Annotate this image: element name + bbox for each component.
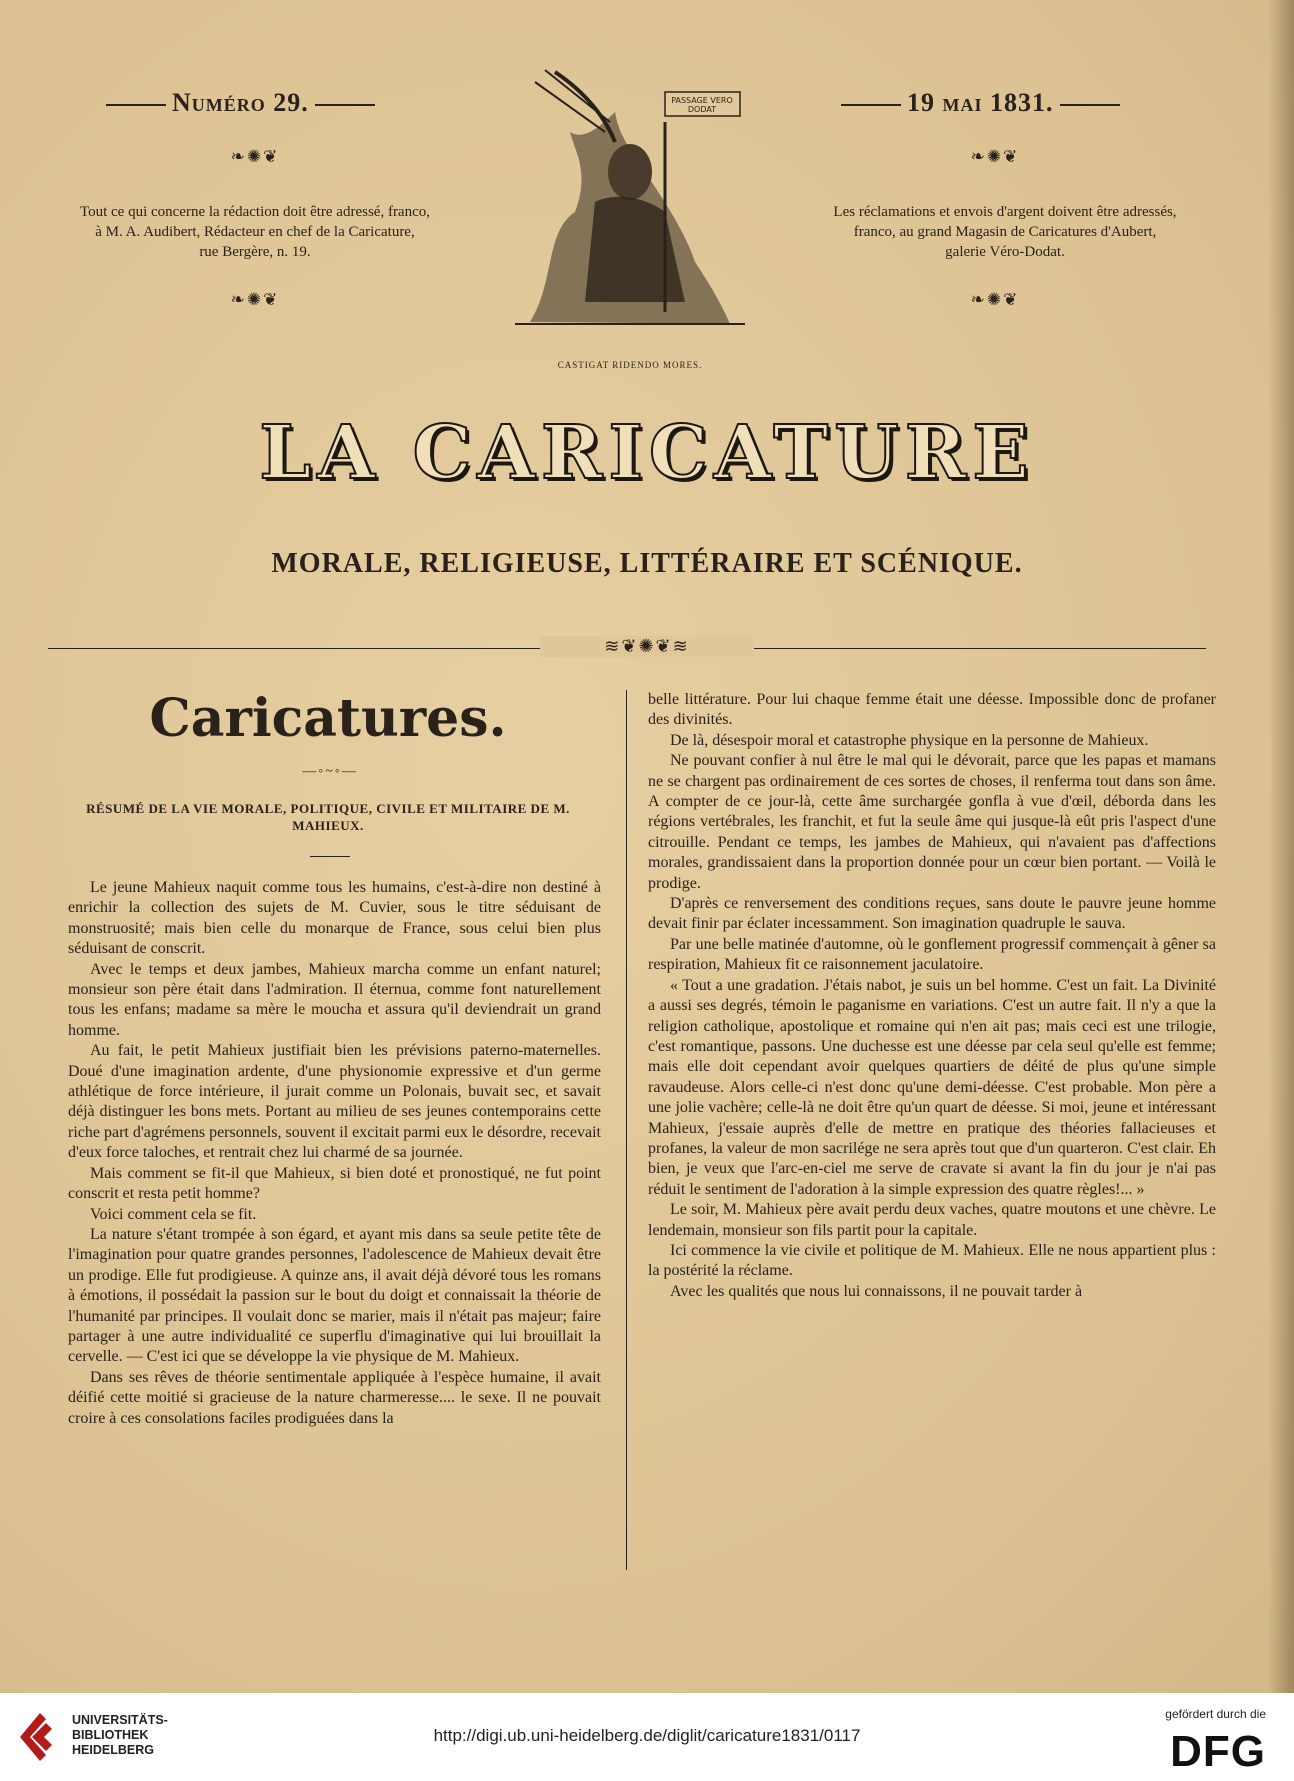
funded-by-caption: gefördert durch die <box>1165 1707 1266 1721</box>
left-address-line-1: Tout ce qui concerne la rédaction doit être adressé, franco, <box>79 204 431 220</box>
paragraph: Avec le temps et deux jambes, Mahieux marcha comme un enfant naturel; monsieur son père était dans l'admiration. Il éternua, comme font naturellement tous les enfans; madame sa mère le moucha et assura qu'il deviendrait un grand homme. <box>68 960 601 1039</box>
paragraph: Le jeune Mahieux naquit comme tous les humains, c'est-à-dire non destiné à enrichir la collection des sujets de M. Cuvier, sous le titre séduisant de monstruosité; mais bien celle du monarque de France, sous celui bien plus séduisant de conscrit. <box>68 879 601 958</box>
paragraph: belle littérature. Pour lui chaque femme était une déesse. Impossible donc de profaner des divinités. <box>648 691 1216 729</box>
right-address-line-1: Les réclamations et envois d'argent doivent être adressés, <box>833 204 1177 220</box>
motto: CASTIGAT RIDENDO MORES. <box>557 360 703 370</box>
rule-left <box>106 104 166 106</box>
paragraph: Ne pouvant confier à nul être le mal qui le dévorait, parce que les papas et mamans ne se chargent pas ordinairement de ces sortes de choses, il renferma tout dans son âme. A compter de ce jour-là, cette âme surchargée gonfla à vue d'œil, déborda dans les régions vertébrales, les franchit, et fut la seule âme qui jusque-là eût pris l'aspect d'une citrouille. Pendant ce temps, les jambes de Mahieux, qui n'avaient pas d'affections morales, grandissaient dans la proportion donnée pour un cœur bien portant. — Voilà le prodige. <box>648 752 1216 892</box>
paragraph: Par une belle matinée d'automne, où le gonflement progressif commençait à gêner sa respiration, Mahieux fit ce raisonnement jaculatoire. <box>648 935 1216 974</box>
paragraph: De là, désespoir moral et catastrophe physique en la personne de Mahieux. <box>670 731 1149 749</box>
paragraph: Voici comment cela se fit. <box>90 1205 257 1223</box>
issue-date-text: 19 mai 1831. <box>907 88 1054 117</box>
library-line-3: HEIDELBERG <box>72 1743 154 1757</box>
issue-number <box>100 88 381 118</box>
left-column <box>68 878 601 1429</box>
masthead-subtitle: MORALE, RELIGIEUSE, LITTÉRAIRE ET SCÉNIQUE. <box>271 548 1023 579</box>
right-address-line-2: franco, au grand Magasin de Caricatures d'Aubert, <box>853 224 1157 240</box>
library-line-2: BIBLIOTHEK <box>72 1728 149 1742</box>
right-address <box>790 202 1220 262</box>
masthead-title: LA CARICATURE <box>259 410 1035 496</box>
column-divider <box>626 690 627 1570</box>
rule-right <box>1060 104 1120 106</box>
library-line-1: UNIVERSITÄTS- <box>72 1713 168 1727</box>
paragraph: Dans ses rêves de théorie sentimentale appliquée à l'espèce humaine, il avait déifié cette moitié si gracieuse de la nature charmeresse.... le sexe. Il ne pouvait croire à ces consolations faciles prodiguées dans la <box>68 1368 601 1427</box>
right-address-line-3: galerie Véro-Dodat. <box>945 244 1065 260</box>
rule-left <box>841 104 901 106</box>
paragraph: D'après ce renversement des conditions reçues, sans doute le pauvre jeune homme devait finir par éclater incessamment. Son imagination quadruple le sauva. <box>648 895 1216 933</box>
paragraph: Avec les qualités que nous lui connaissons, il ne pouvait tarder à <box>670 1282 1083 1300</box>
paragraph: Mais comment se fit-il que Mahieux, si bien doté et pronostiqué, ne fut point conscrit et resta petit homme? <box>68 1164 601 1203</box>
paragraph: Au fait, le petit Mahieux justifiait bien les prévisions paterno-maternelles. Doué d'une imagination ardente, d'une physionomie expressive et d'un germe athlétique de force intérieure, il jurait comme un Polonais, buvait sec, et savait déjà distinguer les bons mets. Portant au milieu de ses jeunes contemporains cette riche part d'agrémens personnels, souvent il excitait parmi eux le désordre, recevait d'eux force taloches, et rentrait chez lui charmé de sa journée. <box>68 1042 601 1162</box>
article-title: RÉSUMÉ DE LA VIE MORALE, POLITIQUE, CIVILE ET MILITAIRE DE M. MAHIEUX. <box>86 801 570 833</box>
ornament-left-1: ❧✺❦ <box>230 147 280 166</box>
ornament-right-2: ❧✺❦ <box>970 290 1020 309</box>
section-ornament: —◦~◦— <box>302 764 358 779</box>
right-column <box>648 690 1216 1302</box>
section-title: Caricatures. <box>149 688 507 749</box>
ornament-right-1: ❧✺❦ <box>970 147 1020 166</box>
left-address-line-2: à M. A. Audibert, Rédacteur en chef de la Caricature, <box>95 224 415 240</box>
ornament-left-2: ❧✺❦ <box>230 290 280 309</box>
page-edge-shadow <box>1268 0 1294 1693</box>
left-address <box>40 202 470 262</box>
rule-ornament: ≋❦✺❦≋ <box>540 636 754 657</box>
paragraph: « Tout a une gradation. J'étais nabot, je suis un bel homme. C'est un fait. La Divinité a aussi ses degrés, témoin le paganisme en variations. C'est un autre fait. Il n'y a que la religion catholique, apostolique et romaine qui n'en ait pas; mais ceci est une trilogie, c'est romantique, passons. Une duchesse est une déesse par cela seul qu'elle est femme; mais elle doit cependant avoir quelques quartiers de déité de plus qu'une simple ravaudeuse. Alors celle-ci n'est donc qu'une demi-déesse. C'est probable. Mon père a une jolie vachère; celle-là ne doit être qu'un quart de déesse. Si moi, jeune et intéressant Mahieux, j'essaie auprès d'elle de mettre en pratique des théories fallacieuses et profanes, la valeur de mon sacrilége ne sera après tout que d'un quarteron. C'est clair. Eh bien, je veux que l'arc-en-ciel me serve de cravate si avant la fin du jour je n'ai pas réduit le sentiment de l'adoration à la simple expression des quatre règles!... » <box>648 976 1216 1198</box>
paragraph: Le soir, M. Mahieux père avait perdu deux vaches, quatre moutons et une chèvre. Le lendemain, monsieur son fils partit pour la capitale. <box>648 1201 1216 1239</box>
dfg-logo: DFG <box>1170 1727 1266 1776</box>
left-address-line-3: rue Bergère, n. 19. <box>199 244 311 260</box>
rule-right <box>315 104 375 106</box>
permalink-url[interactable]: http://digi.ub.uni-heidelberg.de/diglit/caricature1831/0117 <box>433 1726 861 1745</box>
viewer-footer <box>0 1693 1294 1781</box>
short-rule <box>310 856 350 857</box>
paragraph: La nature s'étant trompée à son égard, et ayant mis dans sa seule petite tête de l'imagination pour quatre grandes personnes, l'adolescence de Mahieux devait être un prodige. Elle fut prodigieuse. A quinze ans, il avait déjà dévoré tous les romans à émotions, il possédait la passion sur le bout du doigt et connaissait la théorie de l'humanité par principes. Il voulait donc se marier, mais il n'était pas majeur; faire partager à une autre individualité ce superflu d'imaginative qui lui brouillait la cervelle. — C'est ici que se développe la vie physique de M. Mahieux. <box>68 1225 601 1366</box>
issue-date <box>835 88 1126 118</box>
paragraph: Ici commence la vie civile et politique de M. Mahieux. Elle ne nous appartient plus : la postérité la réclame. <box>648 1241 1216 1280</box>
issue-number-text: Numéro 29. <box>172 88 309 117</box>
vignette-sign: PASSAGE VERO DODAT <box>671 96 733 114</box>
